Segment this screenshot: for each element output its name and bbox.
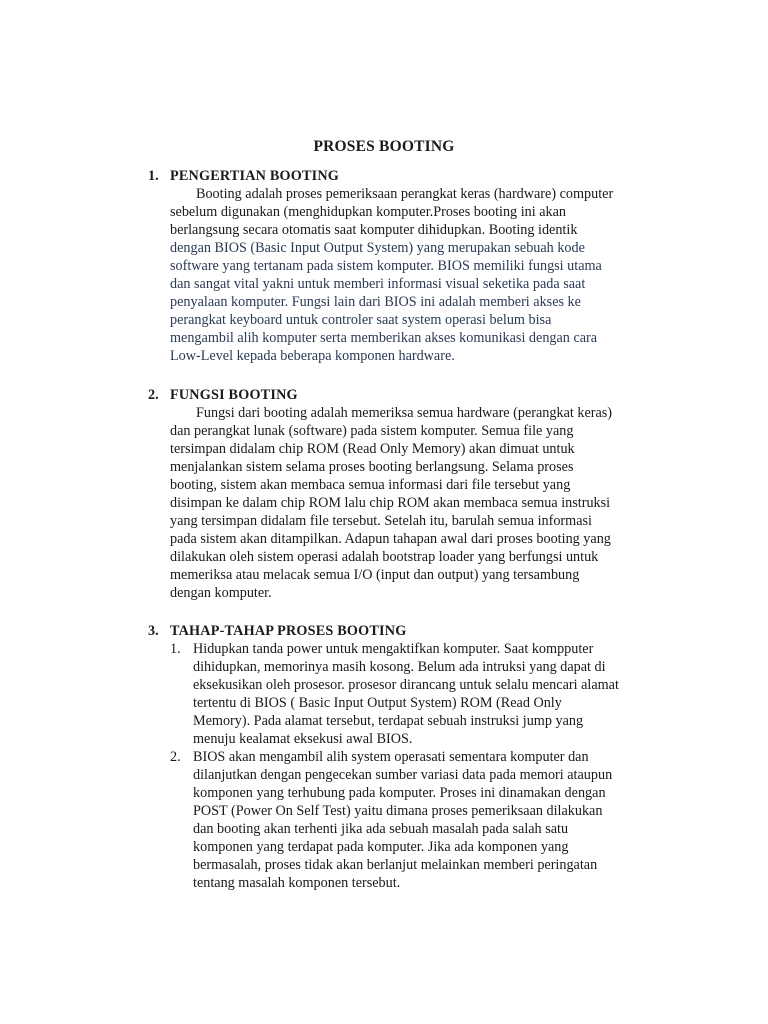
paragraph-line: software yang tertanam pada sistem komputer. BIOS memiliki fungsi utama <box>170 258 602 274</box>
paragraph-line: Fungsi dari booting adalah memeriksa semua hardware (perangkat keras) <box>196 405 613 421</box>
section-paragraph <box>170 404 648 602</box>
paragraph-line: dan perangkat lunak (software) pada sistem komputer. Semua file yang <box>170 423 574 439</box>
step-line: menuju kealamat eksekusi awal BIOS. <box>193 731 413 747</box>
steps-list <box>170 640 668 892</box>
paragraph-line: mengambil alih komputer serta memberikan akses komunikasi dengan cara <box>170 330 598 346</box>
step-number: 1. <box>170 641 181 657</box>
step-line: dilanjutkan dengan pengecekan sumber variasi data pada memori ataupun <box>193 767 613 783</box>
step-line: bermasalah, proses tidak akan berlanjut melainkan memberi peringatan <box>193 857 598 873</box>
section-heading <box>148 622 668 640</box>
section-title: TAHAP-TAHAP PROSES BOOTING <box>170 623 407 639</box>
paragraph-line: dan sangat vital yakni untuk memberi informasi visual seketika pada saat <box>170 276 586 292</box>
paragraph-line: menjalankan sistem selama proses booting berlangsung. Selama proses <box>170 459 574 475</box>
section-heading <box>148 167 668 185</box>
paragraph-line: disimpan ke dalam chip ROM lalu chip ROM akan membaca semua instruksi <box>170 495 611 511</box>
paragraph-line: perangkat keyboard untuk controler saat system operasi belum bisa <box>170 312 552 328</box>
step-line: dan booting akan terhenti jika ada sebuah masalah pada salah satu <box>193 821 569 837</box>
step-line: komponen yang terhubung pada komputer. Proses ini dinamakan dengan <box>193 785 606 801</box>
list-item <box>170 640 648 748</box>
step-line: dihidupkan, memorinya masih kosong. Belum ada intruksi yang dapat di <box>193 659 606 675</box>
step-text <box>193 640 648 748</box>
paragraph-line-text: berlangsung secara otomatis saat komputer dihidupkan. Booting identik <box>170 222 578 238</box>
list-item <box>170 748 648 892</box>
paragraph-line: dengan komputer. <box>170 585 272 601</box>
section-number: 1. <box>148 168 159 184</box>
section-heading <box>148 386 668 404</box>
paragraph-line: booting, sistem akan membaca semua informasi dari file tersebut yang <box>170 477 571 493</box>
paragraph-line: pada sistem akan ditampilkan. Adapun tahapan awal dari proses booting yang <box>170 531 611 547</box>
section-title: FUNGSI BOOTING <box>170 387 298 403</box>
paragraph-line: tersimpan didalam chip ROM (Read Only Memory) akan dimuat untuk <box>170 441 575 457</box>
step-line: POST (Power On Self Test) yaitu dimana proses pemeriksaan dilakukan <box>193 803 603 819</box>
step-line: BIOS akan mengambil alih system operasati sementara komputer dan <box>193 749 589 765</box>
section-paragraph <box>170 185 648 365</box>
section-title: PENGERTIAN BOOTING <box>170 168 340 184</box>
section-pengertian-booting <box>148 167 668 365</box>
step-line: eksekusikan oleh prosesor. prosesor dirancang untuk selalu mencari alamat <box>193 677 619 693</box>
paragraph-line: yang tersimpan didalam file tersebut. Setelah itu, barulah semua informasi <box>170 513 592 529</box>
paragraph-line: penyalaan komputer. Fungsi lain dari BIOS ini adalah memberi akses ke <box>170 294 581 310</box>
section-tahap-proses-booting <box>148 622 668 892</box>
step-text <box>193 748 648 892</box>
step-line: tertentu di BIOS ( Basic Input Output System) ROM (Read Only <box>193 695 562 711</box>
step-line: Memory). Pada alamat tersebut, terdapat sebuah instruksi jump yang <box>193 713 584 729</box>
step-line: tentang masalah komponen tersebut. <box>193 875 401 891</box>
step-number: 2. <box>170 749 181 765</box>
paragraph-line <box>170 221 648 239</box>
section-number: 3. <box>148 623 159 639</box>
paragraph-line: sebelum digunakan (menghidupkan komputer.Proses booting ini akan <box>170 204 567 220</box>
paragraph-line: Low-Level kepada beberapa komponen hardware. <box>170 348 455 364</box>
paragraph-line: dengan BIOS (Basic Input Output System) yang merupakan sebuah kode <box>170 240 585 256</box>
document-title: PROSES BOOTING <box>313 138 455 155</box>
step-line: Hidupkan tanda power untuk mengaktifkan komputer. Saat kompputer <box>193 641 594 657</box>
section-number: 2. <box>148 387 159 403</box>
section-fungsi-booting <box>148 386 668 602</box>
paragraph-line: dilakukan oleh sistem operasi adalah bootstrap loader yang berfungsi untuk <box>170 549 599 565</box>
paragraph-line: memeriksa atau melacak semua I/O (input dan output) yang tersambung <box>170 567 580 583</box>
paragraph-line: Booting adalah proses pemeriksaan perangkat keras (hardware) computer <box>196 186 614 202</box>
step-line: komponen yang terdapat pada komputer. Jika ada komponen yang <box>193 839 569 855</box>
